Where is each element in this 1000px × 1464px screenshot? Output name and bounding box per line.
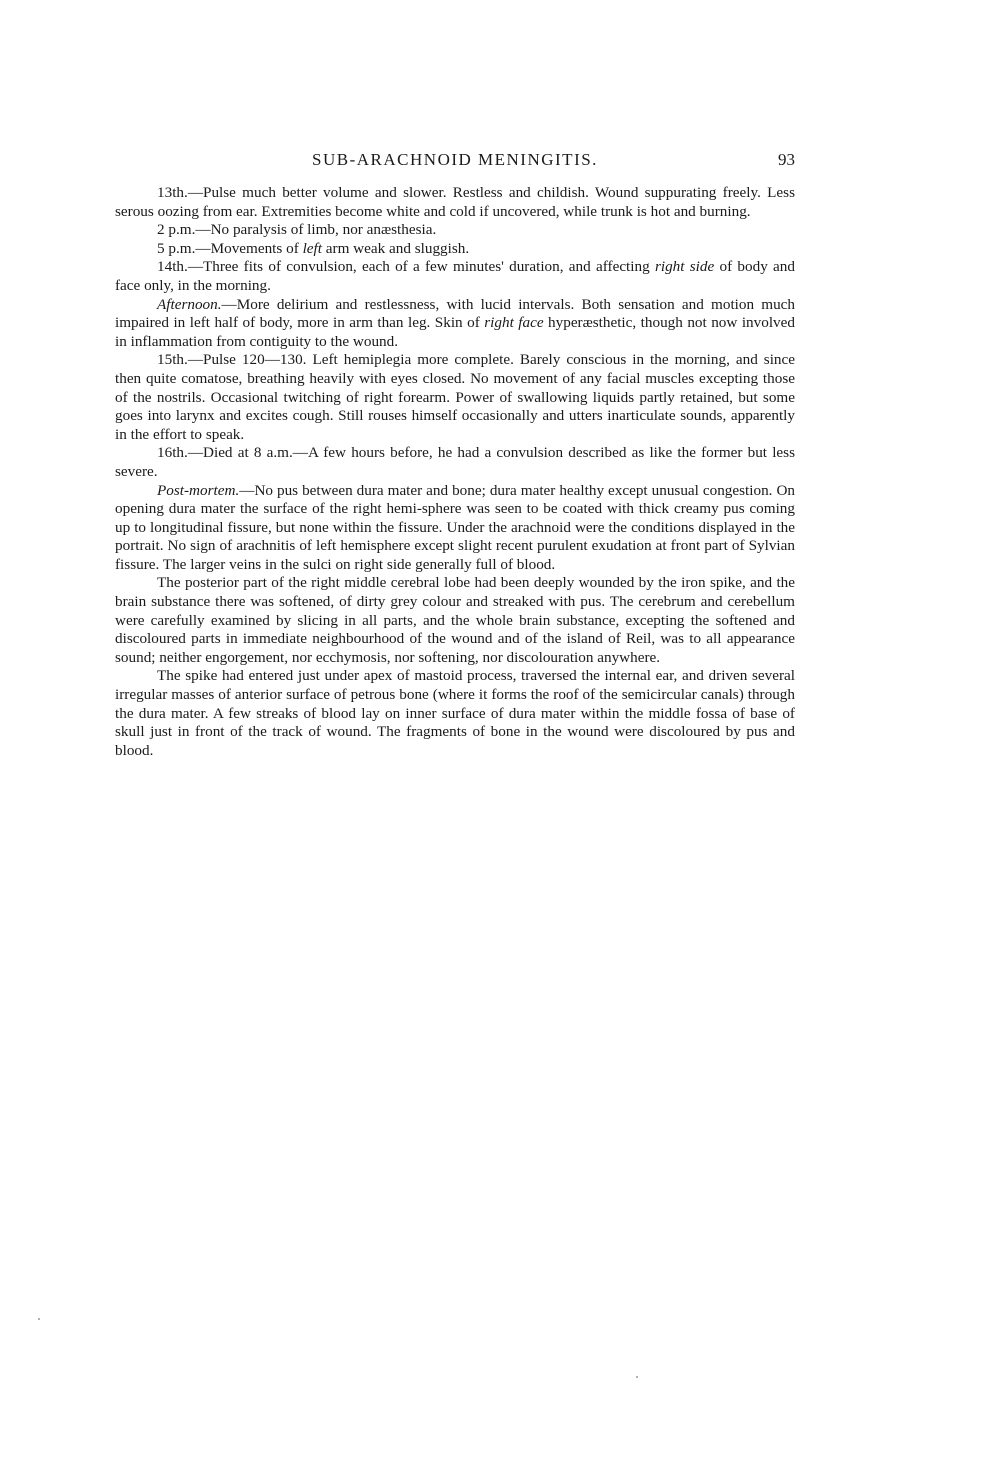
entry-heading: Afternoon. <box>157 295 222 313</box>
italic-term: right side <box>654 258 715 276</box>
body-text <box>115 184 795 760</box>
entry-heading: Post-mortem. <box>157 481 240 499</box>
scan-speck <box>38 1318 40 1320</box>
paragraph <box>115 482 795 575</box>
page <box>115 150 795 760</box>
page-header <box>115 150 795 184</box>
paragraph <box>115 240 795 259</box>
running-head: SUB-ARACHNOID MENINGITIS. <box>312 150 598 169</box>
paragraph <box>115 296 795 352</box>
paragraph-text: hyperæsthetic, though not now involved in inflammation from contiguity to the wound. <box>115 314 795 350</box>
italic-term: left <box>302 239 322 257</box>
paragraph <box>115 221 795 240</box>
entry-time: 5 p.m. <box>157 239 196 257</box>
paragraph-text: —Pulse much better volume and slower. Restless and childish. Wound suppurating freely. Less serous oozing from ear. Extremities become white and cold if uncovered, while trunk is hot and burning. <box>115 184 795 220</box>
paragraph <box>115 444 795 481</box>
entry-time: 2 p.m. <box>157 221 196 239</box>
entry-date: 15th. <box>157 351 188 369</box>
italic-term: right face <box>484 314 544 332</box>
paragraph <box>115 574 795 667</box>
paragraph-text: —No pus between dura mater and bone; dura mater healthy except unusual congestion. On opening dura mater the surface of the right hemi-sphere was seen to be coated with thick creamy pus coming up to longitudinal fissure, but none within the fissure. Under the arachnoid were the conditions displayed in the portrait. No sign of arachnitis of left hemisphere except slight recent purulent exudation at front part of Sylvian fissure. The larger veins in the sulci on right side generally full of blood. <box>115 481 795 573</box>
page-number: 93 <box>778 150 795 169</box>
entry-date: 16th. <box>157 444 188 462</box>
scan-speck <box>636 1376 638 1378</box>
paragraph-text: arm weak and sluggish. <box>321 239 470 257</box>
paragraph-text: —Three fits of convulsion, each of a few minutes' duration, and affecting <box>187 258 655 276</box>
paragraph-text: The posterior part of the right middle cerebral lobe had been deeply wounded by the iron spike, and the brain substance there was softened, of dirty grey colour and streaked with pus. The cerebrum and cerebellum were carefully examined by slicing in all parts, and the whole brain substance, excepting the softened and discoloured parts in immediate neighbourhood of the wound and of the island of Reil, was to all appearance sound; neither engorgement, nor ecchymosis, nor softening, nor discolouration anywhere. <box>115 574 795 666</box>
paragraph-text: —More delirium and restlessness, with lucid intervals. Both sensation and motion much impaired in left half of body, more in arm than leg. Skin of <box>115 295 795 332</box>
paragraph <box>115 184 795 221</box>
paragraph-text: The spike had entered just under apex of mastoid process, traversed the internal ear, and driven several irregular masses of anterior surface of petrous bone (where it forms the roof of the semicircular canals) through the dura mater. A few streaks of blood lay on inner surface of dura mater within the middle fossa of base of skull just in front of the track of wound. The fragments of bone in the wound were discoloured by pus and blood. <box>115 667 795 759</box>
paragraph-text: of body and face only, in the morning. <box>115 258 795 294</box>
paragraph-text: —Movements of <box>195 239 303 257</box>
paragraph-text: —Pulse 120—130. Left hemiplegia more complete. Barely conscious in the morning, and since then quite comatose, breathing heavily with eyes closed. No movement of any facial muscles excepting those of the nostrils. Occasional twitching of right forearm. Power of swallowing liquids partly retained, but some goes into larynx and excites cough. Still rouses himself occasionally and utters inarticulate sounds, apparently in the effort to speak. <box>115 351 795 443</box>
paragraph <box>115 667 795 760</box>
entry-date: 13th. <box>157 184 188 201</box>
paragraph-text: —Died at 8 a.m.—A few hours before, he had a convulsion described as like the former but less severe. <box>115 444 795 480</box>
paragraph <box>115 258 795 295</box>
entry-date: 14th. <box>157 258 188 276</box>
paragraph <box>115 351 795 444</box>
paragraph-text: —No paralysis of limb, nor anæsthesia. <box>195 221 437 239</box>
